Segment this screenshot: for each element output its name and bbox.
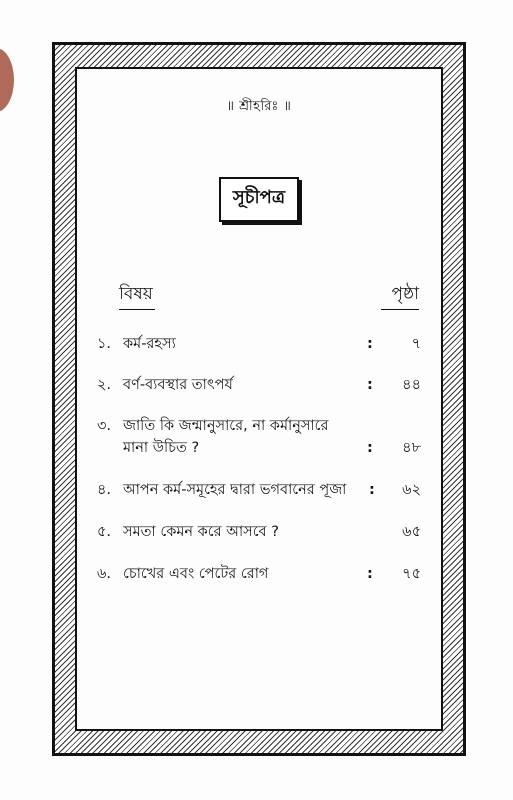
entry-title: জাতি কি জন্মানুসারে, না কর্মানুসারে <box>123 418 329 434</box>
entry-page-number: ৬৫ <box>402 524 421 540</box>
entry-title: বর্ণ-ব্যবস্থার তাৎপর্য <box>123 377 233 393</box>
entry-title: আপন কর্ম-সমূহের দ্বারা ভগবানের পূজা <box>123 482 347 498</box>
entry-separator: : <box>369 482 375 498</box>
invocation-text: ॥ শ্রীহরিঃ ॥ <box>226 99 292 114</box>
entry-number: ৪. <box>97 482 112 498</box>
entry-number: ১. <box>97 336 112 352</box>
entry-title: চোখের এবং পেটের রোগ <box>123 566 269 582</box>
entry-separator: : <box>367 377 373 393</box>
entry-title-continued: মানা উচিত ? <box>123 440 200 456</box>
entry-number: ৬. <box>97 566 112 582</box>
decorative-border <box>52 42 466 756</box>
page-edge-mark <box>0 48 14 112</box>
page-column-header: পৃষ্ঠা <box>391 284 419 304</box>
content-panel <box>75 67 443 731</box>
entry-page-number: ৭৫ <box>402 566 421 582</box>
entry-title: সমতা কেমন করে আসবে ? <box>123 524 279 540</box>
entry-separator: : <box>367 440 373 456</box>
entry-page-number: ৭ <box>411 336 421 352</box>
entry-number: ৫. <box>97 524 112 540</box>
subject-column-header: বিষয় <box>119 284 153 304</box>
entry-title: কর্ম-রহস্য <box>123 336 176 352</box>
page-title: সূচীপত্র <box>219 177 299 222</box>
entry-separator: : <box>367 336 373 352</box>
entry-page-number: ৬২ <box>402 482 421 498</box>
entry-page-number: ৪৮ <box>402 440 421 456</box>
entry-number: ২. <box>97 377 112 393</box>
toc-entry-3[interactable] <box>97 415 421 461</box>
entry-page-number: ৪৪ <box>402 377 421 393</box>
entry-number: ৩. <box>97 418 112 434</box>
subject-header-underline <box>119 309 155 310</box>
entry-separator: : <box>367 566 373 582</box>
page-header-underline <box>381 309 419 310</box>
title-wrapper <box>77 177 441 222</box>
